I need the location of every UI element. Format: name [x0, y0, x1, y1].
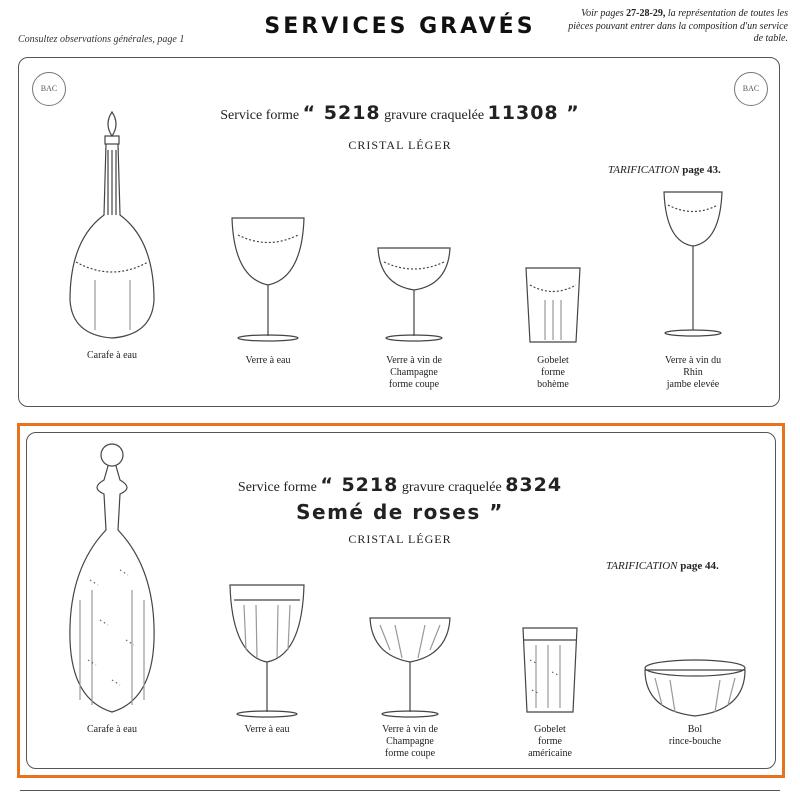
service2-tarif-label: TARIFICATION	[606, 560, 678, 572]
voir-rest: la représentation de toutes les pièces pouvant entrer dans la composition d'un service de table.	[568, 8, 788, 44]
caption-1-3	[359, 355, 469, 391]
caption-line: forme coupe	[384, 748, 436, 759]
caption-line: Verre à vin de	[382, 724, 438, 735]
caption-line: Verre à eau	[244, 724, 290, 735]
service1-gravure: 11308	[487, 102, 559, 124]
caption-line: rince-bouche	[668, 736, 722, 747]
caption-line: Champagne	[386, 736, 434, 747]
caption-line: forme	[538, 736, 562, 747]
caption-2-1	[57, 724, 167, 736]
service1-tarif-page: page 43.	[682, 164, 721, 176]
page-title: SERVICES GRAVÉS	[264, 14, 536, 39]
caption-line: Verre à vin du	[664, 355, 722, 366]
caption-line: Gobelet	[534, 724, 566, 735]
service2-tarification	[606, 560, 719, 572]
service2-tarif-page: page 44.	[680, 560, 719, 572]
service1-cristal: CRISTAL LÉGER	[348, 138, 452, 152]
service1-heading: Service forme “ 5218 gravure craquelée 11308 ”	[220, 102, 580, 124]
caption-line: Verre à eau	[245, 355, 291, 366]
service2-heading: Service forme “ 5218 gravure craquelée 8324	[237, 474, 563, 496]
service1-forme: 5218	[323, 102, 381, 124]
service1-mid: gravure craquelée	[384, 108, 485, 123]
caption-line: bohème	[537, 379, 569, 390]
service2-subtitle-text: Semé de roses	[296, 500, 481, 524]
caption-line: Carafe à eau	[87, 724, 137, 735]
maker-seal-left: BAC	[32, 72, 66, 106]
service2-forme: 5218	[341, 474, 399, 496]
caption-line: Champagne	[390, 367, 438, 378]
service1-tarif-label: TARIFICATION	[608, 164, 680, 176]
maker-seal-right: BAC	[734, 72, 768, 106]
caption-line: Verre à vin de	[386, 355, 442, 366]
service1-tarification	[608, 164, 721, 176]
service2-mid: gravure craquelée	[401, 480, 502, 495]
caption-2-3	[355, 724, 465, 760]
voir-pages: 27-28-29,	[626, 8, 666, 19]
service2-gravure: 8324	[505, 474, 563, 496]
caption-2-2	[212, 724, 322, 736]
caption-line: forme coupe	[388, 379, 440, 390]
caption-line: jambe elevée	[666, 379, 720, 390]
service2-cristal: CRISTAL LÉGER	[348, 532, 452, 546]
bottom-rule	[20, 790, 780, 791]
caption-line: forme	[541, 367, 565, 378]
voir-prefix: Voir pages	[581, 8, 624, 19]
service1-prefix: Service forme	[220, 108, 300, 123]
caption-line: Bol	[687, 724, 703, 735]
caption-1-1	[57, 350, 167, 362]
caption-1-4	[498, 355, 608, 391]
service2-subtitle: Semé de roses ”	[296, 500, 504, 524]
reference-note	[566, 8, 788, 46]
caption-line: Carafe à eau	[87, 350, 137, 361]
caption-1-5	[638, 355, 748, 391]
consult-note: Consultez observations générales, page 1	[18, 34, 185, 45]
caption-line: Gobelet	[537, 355, 569, 366]
caption-line: américaine	[528, 748, 572, 759]
caption-line: Rhin	[683, 367, 703, 378]
service2-prefix: Service forme	[237, 480, 317, 495]
caption-2-5	[640, 724, 750, 748]
caption-1-2	[213, 355, 323, 367]
caption-2-4	[495, 724, 605, 760]
